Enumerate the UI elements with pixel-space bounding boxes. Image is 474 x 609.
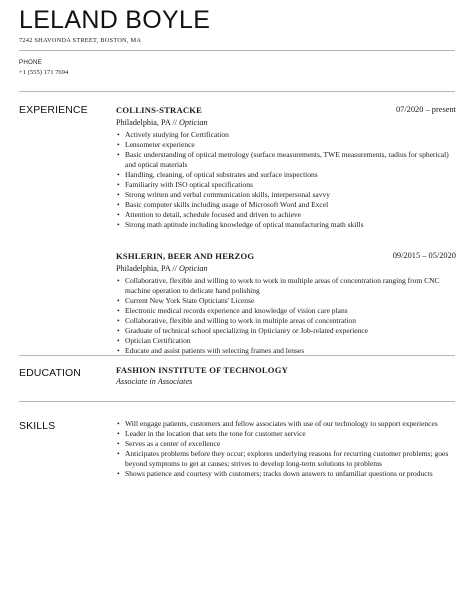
skill-item: • Anticipates problems before they occur; explores underlying reasons for recurring customer problems; goes beyond symptoms to get at causes; strives to develop long-term solutions to problems — [116, 449, 456, 469]
job-bullet: • Actively studying for Certification — [116, 130, 456, 140]
job-entry — [116, 251, 456, 356]
job-bullet: • Basic computer skills including usage of Microsoft Word and Excel — [116, 200, 456, 210]
job-bullet: • Collaborative, flexible and willing to work in multiple areas of concentration — [116, 316, 456, 326]
job-bullet: • Educate and assist patients with selecting frames and lenses — [116, 346, 456, 356]
job-role: Optician — [178, 264, 208, 273]
section-divider-education — [19, 355, 455, 356]
skills-list-container — [116, 419, 456, 479]
job-location-role — [116, 117, 456, 128]
company-name: COLLINS-STRACKE — [116, 105, 203, 115]
skill-item: • Shows patience and courtesy with customers; tracks down answers to unfamiliar questions or products — [116, 469, 456, 479]
company-name: KSHLERIN, BEER AND HERZOG — [116, 251, 255, 261]
section-divider-skills — [19, 401, 455, 402]
job-entry — [116, 105, 456, 230]
job-bullet: • Familiarity with ISO optical specifications — [116, 180, 456, 190]
skills-list — [116, 419, 456, 479]
skill-item: • Serves as a center of excellence — [116, 439, 456, 449]
degree: Associate in Associates — [116, 377, 193, 386]
job-bullet: • Graduate of technical school specializing in Opticianry or Job-related experience — [116, 326, 456, 336]
job-bullet: • Strong math aptitude including knowledge of optical manufacturing math skills — [116, 220, 456, 230]
candidate-address: 7242 SHAVONDA STREET, BOSTON, MA — [19, 37, 142, 44]
job-bullet: • Optician Certification — [116, 336, 456, 346]
education-entry — [116, 365, 456, 386]
job-header — [116, 251, 456, 263]
job-location-role — [116, 263, 456, 274]
section-divider-experience — [19, 91, 455, 92]
candidate-name: LELAND BOYLE — [19, 6, 211, 34]
job-bullet: • Strong written and verbal communication skills, interpersonal savvy — [116, 190, 456, 200]
header-divider — [19, 50, 455, 51]
phone-number: +1 (555) 171 7694 — [19, 69, 69, 76]
job-bullet: • Current New York State Opticians' License — [116, 296, 456, 306]
experience-section-title: EXPERIENCE — [19, 104, 88, 116]
education-section-title: EDUCATION — [19, 367, 81, 379]
location-role-separator: // — [170, 264, 179, 273]
skill-item: • Leader in the location that sets the tone for customer service — [116, 429, 456, 439]
job-bullet: • Handling, cleaning, of optical substrates and surface inspections — [116, 170, 456, 180]
skill-item: • Will engage patients, customers and fellow associates with use of our technology to support experiences — [116, 419, 456, 429]
job-dates: 09/2015 – 05/2020 — [392, 251, 456, 260]
job-role: Optician — [178, 118, 208, 127]
school-name: FASHION INSTITUTE OF TECHNOLOGY — [116, 365, 288, 375]
job-header — [116, 105, 456, 117]
job-dates: 07/2020 – present — [395, 105, 456, 114]
job-location: Philadelphia, PA — [116, 264, 171, 273]
job-bullet: • Collaborative, flexible and willing to work to work in multiple areas of concentration ranging from CNC machine operation to delicate hand polishing — [116, 276, 456, 296]
skills-section-title: SKILLS — [19, 420, 56, 432]
job-bullets — [116, 276, 456, 356]
job-bullet: • Attention to detail, schedule focused and driven to achieve — [116, 210, 456, 220]
job-bullet: • Lensometer experience — [116, 140, 456, 150]
job-location: Philadelphia, PA — [116, 118, 171, 127]
job-bullets — [116, 130, 456, 230]
job-bullet: • Electronic medical records experience and knowledge of vision care plans — [116, 306, 456, 316]
location-role-separator: // — [170, 118, 179, 127]
phone-label: PHONE — [19, 59, 43, 66]
job-bullet: • Basic understanding of optical metrology (surface measurements, TWE measurements, radius for spherical) and optical materials — [116, 150, 456, 170]
